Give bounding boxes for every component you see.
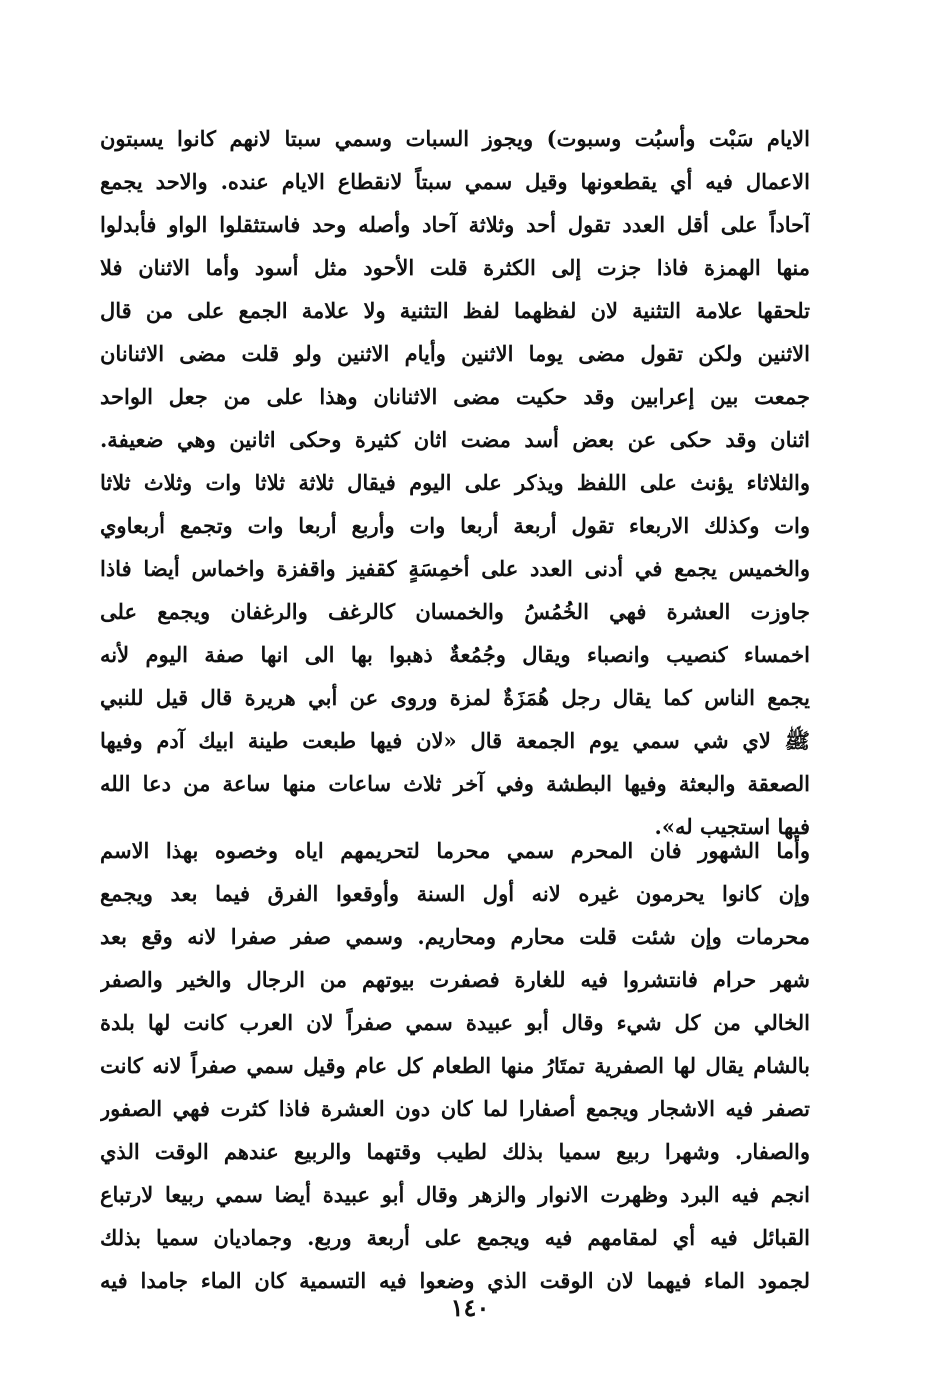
- text-line: جمعت بين إعرابين وقد حكيت مضى الاثنانان وهذا على من جعل الواحد: [100, 384, 810, 409]
- text-line: لجمود الماء فيهما لان الوقت الذي وضعوا فيه التسمية كان الماء جامدا فيه: [100, 1268, 810, 1293]
- text-line: وأما الشهور فان المحرم سمي محرما لتحريمهم اياه وخصوه بهذا الاسم: [100, 838, 810, 863]
- text-line: بالشام يقال لها الصفرية تمتَارُ منها الطعام كل عام وقيل سمي صفراً لانه كانت: [100, 1053, 810, 1078]
- text-line: اثنان وقد حكى عن بعض أسد مضت اثان كثيرة وحكى اثانين وهي ضعيفة.: [100, 427, 810, 452]
- text-line: الاعمال فيه أي يقطعونها وقيل سمي سبتاً لانقطاع الايام عنده. والاحد يجمع: [100, 169, 810, 194]
- text-line: الايام سَبْت وأسبُت وسبوت) ويجوز السبات وسمي سبتا لانهم كانوا يسبتون: [100, 126, 810, 151]
- text-line: الاثنين ولكن تقول مضى يوما الاثنين وأيام الاثنين ولو قلت مضى الاثنانان: [100, 341, 810, 366]
- text-line: انجم فيه البرد وظهرت الانوار والزهر وقال أبو عبيدة أيضا سمي ربيعا لارتباع: [100, 1182, 810, 1207]
- text-line: محرمات وإن شئت قلت محارم ومحاريم. وسمي صفر صفرا لانه وقع بعد: [100, 924, 810, 949]
- text-line: القبائل فيه أي لمقامهم فيه ويجمع على أربعة وربع. وجماديان سميا بذلك: [100, 1225, 810, 1250]
- text-line: آحاداً على أقل العدد تقول أحد وثلاثة آحاد وأصله وحد فاستثقلوا الواو فأبدلوا: [100, 212, 810, 237]
- text-line: اخمساء كنصيب وانصباء ويقال وجُمُعةٌ ذهبوا بها الى انها صفة اليوم لأنه: [100, 642, 810, 667]
- text-line: وإن كانوا يحرمون غيره لانه أول السنة وأوقعوا الفرق فيما بعد ويجمع: [100, 881, 810, 906]
- text-line: الخالي من كل شيء وقال أبو عبيدة سمي صفراً لان العرب كانت لها بلدة: [100, 1010, 810, 1035]
- text-line: وات وكذلك الاربعاء تقول أربعة أربعا وات وأربع أربعا وات وتجمع أربعاوي: [100, 513, 810, 538]
- text-line: الصعقة والبعثة وفيها البطشة وفي آخر ثلاث ساعات منها ساعة من دعا الله: [100, 771, 810, 796]
- paragraph-1: [100, 117, 810, 848]
- page-number: ١٤٠: [450, 1293, 490, 1322]
- text-line: ﷺ لاي شي سمي يوم الجمعة قال «لان فيها طبعت طينة ابيك آدم وفيها: [100, 728, 810, 753]
- text-line: تلحقها علامة التثنية لان لفظهما لفظ التثنية ولا علامة الجمع على من قال: [100, 298, 810, 323]
- text-line: والخميس يجمع في أدنى العدد على أخمِسَةٍ كقفيز واقفزة واخماس أيضا فاذا: [100, 556, 810, 581]
- text-line: يجمع الناس كما يقال رجل هُمَزَةٌ لمزة وروى عن أبي هريرة قال قيل للنبي: [100, 685, 810, 710]
- text-line: تصفر فيه الاشجار ويجمع أصفارا لما كان دون العشرة فاذا كثرت فهي الصفور: [100, 1096, 810, 1121]
- text-line: والثلاثاء يؤنث على اللفظ ويذكر على اليوم فيقال ثلاثة ثلاثا وات وثلاث ثلاثا: [100, 470, 810, 495]
- text-line: منها الهمزة فاذا جزت إلى الكثرة قلت الأحود مثل أسود وأما الاثنان فلا: [100, 255, 810, 280]
- paragraph-2: [100, 829, 810, 1302]
- text-line: فيها استجيب له».: [654, 814, 810, 839]
- text-line: شهر حرام فانتشروا فيه للغارة فصفرت بيوتهم من الرجال والخير والصفر: [100, 967, 810, 992]
- text-line: جاوزت العشرة فهي الخُمُسُ والخمسان كالرغف والرغفان ويجمع على: [100, 599, 810, 624]
- text-line: والصفار. وشهرا ربيع سميا بذلك لطيب وقتهما والربيع عندهم الوقت الذي: [100, 1139, 810, 1164]
